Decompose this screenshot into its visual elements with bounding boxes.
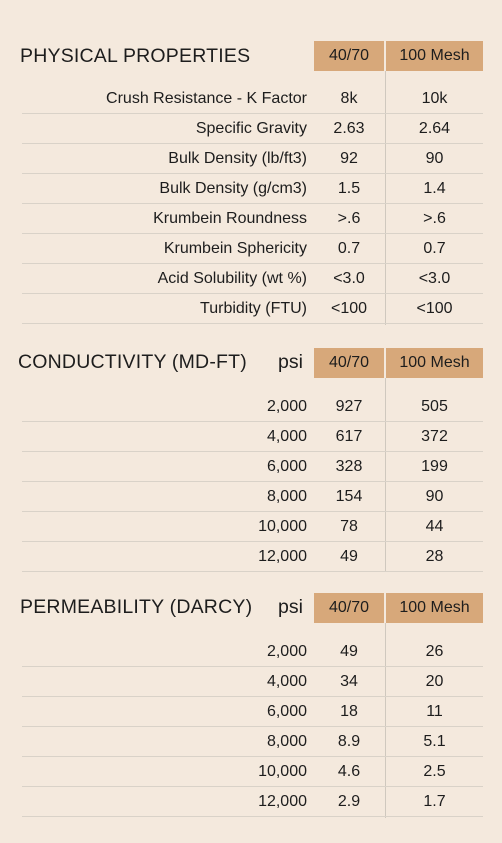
table-row	[22, 482, 483, 512]
row-label: 8,000	[266, 488, 307, 505]
value-40-70: <3.0	[333, 270, 365, 287]
table-row	[22, 392, 483, 422]
table-row	[22, 204, 483, 234]
row-label: Krumbein Roundness	[153, 210, 307, 227]
row-label: 12,000	[258, 548, 307, 565]
row-label: 6,000	[266, 458, 307, 475]
value-40-70: 328	[335, 458, 363, 475]
value-100-mesh: 5.1	[423, 733, 446, 750]
table-row	[22, 234, 483, 264]
value-100-mesh: <100	[416, 300, 453, 317]
value-100-mesh: 10k	[421, 90, 448, 107]
value-100-mesh: 0.7	[423, 240, 446, 257]
table-row	[22, 667, 483, 697]
permeability-col-100-mesh-header: 100 Mesh	[386, 593, 483, 623]
value-40-70: >.6	[337, 210, 361, 227]
value-100-mesh: >.6	[423, 210, 446, 227]
value-100-mesh: 11	[426, 703, 443, 720]
value-40-70: 49	[340, 643, 358, 660]
value-40-70: 154	[335, 488, 363, 505]
value-40-70: 34	[340, 673, 358, 690]
table-row	[22, 787, 483, 817]
value-40-70: 49	[340, 548, 358, 565]
table-row	[22, 174, 483, 204]
conductivity-col-100-mesh-header: 100 Mesh	[386, 348, 483, 378]
physical-col-40-70-header: 40/70	[314, 41, 384, 71]
value-40-70: 2.9	[337, 793, 361, 810]
table-row	[22, 264, 483, 294]
table-row	[22, 84, 483, 114]
row-label: Turbidity (FTU)	[200, 300, 307, 317]
value-40-70: 0.7	[337, 240, 361, 257]
value-100-mesh: 372	[421, 428, 448, 445]
value-40-70: 2.63	[333, 120, 365, 137]
row-label: Bulk Density (g/cm3)	[159, 180, 307, 197]
row-label: Specific Gravity	[195, 120, 307, 137]
row-label: 2,000	[266, 398, 307, 415]
value-100-mesh: 1.7	[423, 793, 446, 810]
value-40-70: <100	[330, 300, 368, 317]
permeability-col-40-70-header: 40/70	[314, 593, 384, 623]
table-row	[22, 637, 483, 667]
table-row	[22, 294, 483, 324]
value-100-mesh: <3.0	[418, 270, 451, 287]
permeability-psi-label: psi	[278, 596, 303, 618]
table-row	[22, 542, 483, 572]
table-row	[22, 727, 483, 757]
table-row	[22, 114, 483, 144]
physical-properties-title: PHYSICAL PROPERTIES	[20, 45, 251, 67]
value-40-70: 78	[340, 518, 358, 535]
conductivity-psi-label: psi	[278, 351, 303, 373]
table-row	[22, 422, 483, 452]
row-label: 12,000	[258, 793, 307, 810]
table-row	[22, 144, 483, 174]
permeability-title: PERMEABILITY (DARCY)	[20, 596, 253, 618]
table-row	[22, 452, 483, 482]
value-40-70: 4.6	[337, 763, 361, 780]
row-label: Krumbein Sphericity	[163, 240, 307, 257]
value-40-70: 617	[335, 428, 363, 445]
value-100-mesh: 90	[425, 150, 444, 167]
row-label: Bulk Density (lb/ft3)	[168, 150, 307, 167]
row-label: Acid Solubility (wt %)	[157, 270, 307, 287]
physical-properties-section	[0, 0, 502, 330]
value-40-70: 927	[335, 398, 363, 415]
value-100-mesh: 199	[421, 458, 448, 475]
value-100-mesh: 20	[425, 673, 444, 690]
row-label: 8,000	[266, 733, 307, 750]
physical-col-100-mesh-header: 100 Mesh	[386, 41, 483, 71]
value-100-mesh: 2.64	[418, 120, 451, 137]
conductivity-title: CONDUCTIVITY (MD-FT)	[18, 351, 247, 373]
conductivity-col-40-70-header: 40/70	[314, 348, 384, 378]
value-40-70: 1.5	[337, 180, 361, 197]
value-40-70: 92	[340, 150, 358, 167]
value-100-mesh: 90	[425, 488, 444, 505]
row-label: 2,000	[266, 643, 307, 660]
value-40-70: 8.9	[337, 733, 361, 750]
row-label: 4,000	[266, 428, 307, 445]
value-40-70: 18	[340, 703, 358, 720]
table-row	[22, 757, 483, 787]
table-row	[22, 512, 483, 542]
row-label: 4,000	[266, 673, 307, 690]
table-row	[22, 697, 483, 727]
value-100-mesh: 2.5	[423, 763, 446, 780]
value-40-70: 8k	[340, 90, 358, 107]
value-100-mesh: 505	[421, 398, 448, 415]
value-100-mesh: 28	[425, 548, 444, 565]
value-100-mesh: 44	[425, 518, 444, 535]
row-label: 6,000	[266, 703, 307, 720]
row-label: 10,000	[258, 763, 307, 780]
row-label: 10,000	[258, 518, 307, 535]
value-100-mesh: 1.4	[423, 180, 446, 197]
row-label: Crush Resistance - K Factor	[106, 90, 307, 107]
value-100-mesh: 26	[425, 643, 444, 660]
